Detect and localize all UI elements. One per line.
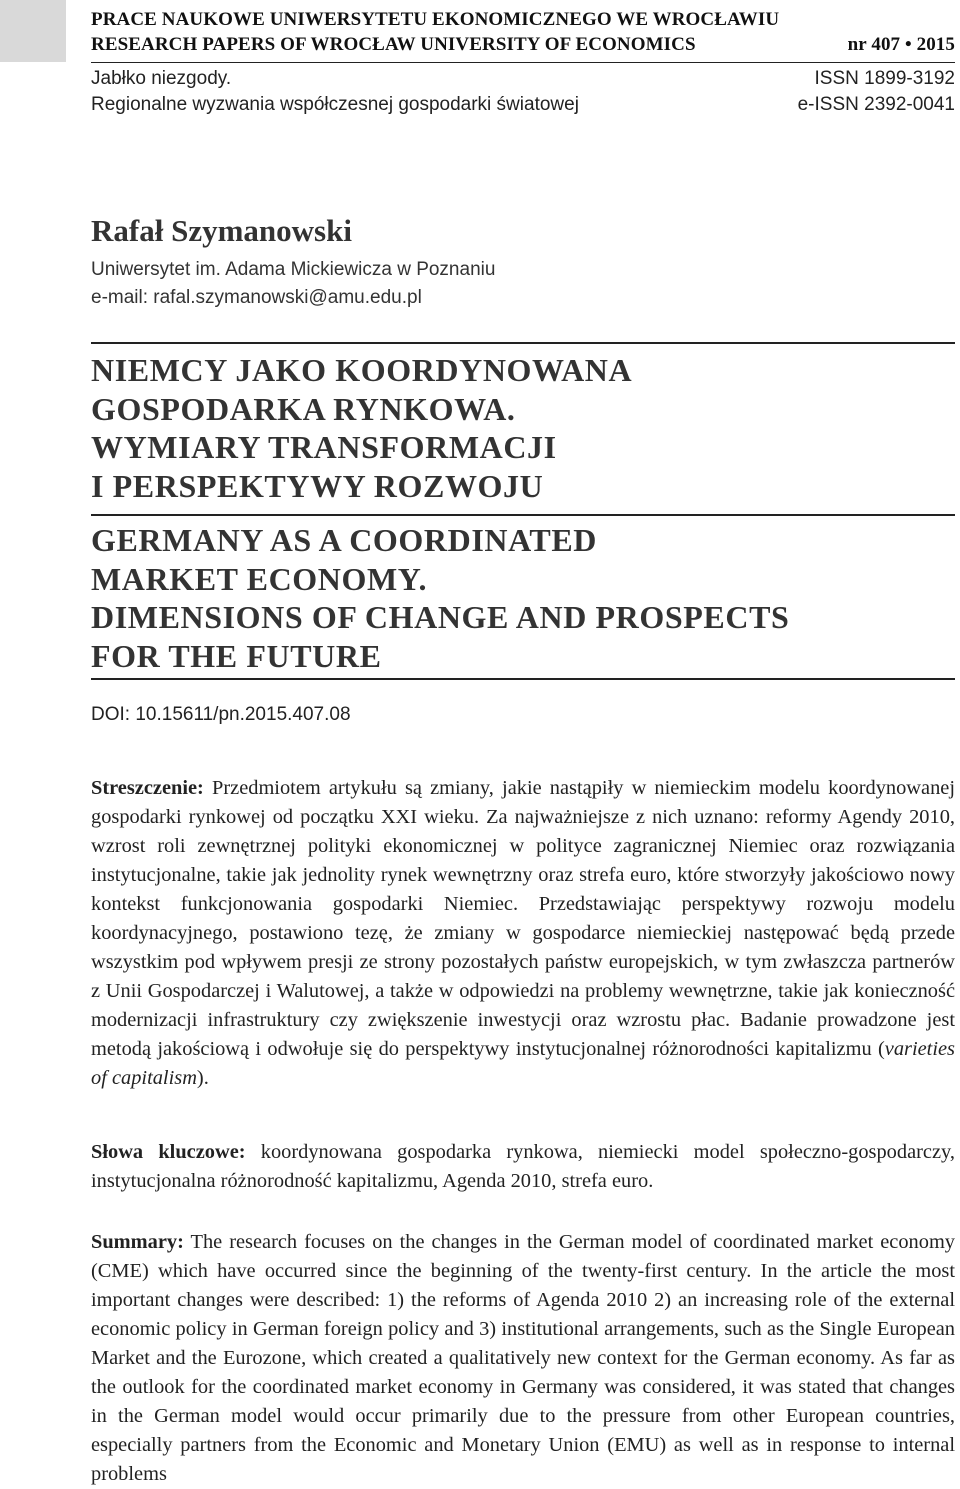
doi: DOI: 10.15611/pn.2015.407.08: [91, 704, 351, 725]
keywords-pl-label: Słowa kluczowe:: [91, 1141, 246, 1163]
author-affiliation: Uniwersytet im. Adama Mickiewicza w Poznaniu: [91, 259, 496, 280]
author-email: e-mail: rafal.szymanowski@amu.edu.pl: [91, 287, 422, 308]
eissn: e-ISSN 2392-0041: [797, 94, 955, 115]
issue-number: nr 407 • 2015: [847, 34, 955, 55]
volume-title-line1: Jabłko niezgody.: [91, 68, 232, 89]
keywords-pl-text: koordynowana gospodarka rynkowa, niemiecki model społeczno-gospodarczy, instytucjonalna różnorodność kapitalizmu, Agenda 2010, strefa euro.: [91, 1141, 955, 1192]
title-en-line: FOR THE FUTURE: [91, 637, 382, 674]
keywords-pl: [91, 1138, 955, 1196]
abstract-pl-end: ).: [196, 1067, 209, 1089]
title-pl-line: NIEMCY JAKO KOORDYNOWANA: [91, 352, 633, 388]
header-rule: [91, 62, 955, 63]
title-en: [91, 521, 955, 675]
title-pl: [91, 351, 955, 505]
abstract-pl-label: Streszczenie:: [91, 777, 204, 799]
title-rule-bottom: [91, 678, 955, 680]
title-en-line: MARKET ECONOMY.: [91, 560, 428, 597]
abstract-pl-italic: varieties of capitalism: [91, 1038, 955, 1089]
title-pl-line: I PERSPEKTYWY ROZWOJU: [91, 467, 544, 504]
title-rule-top: [91, 342, 955, 344]
title-pl-line: GOSPODARKA RYNKOWA.: [91, 390, 516, 427]
issn: ISSN 1899-3192: [814, 68, 955, 89]
abstract-pl-text: Przedmiotem artykułu są zmiany, jakie nastąpiły w niemieckim modelu koordynowanej gospodarki rynkowej od początku XXI wieku. Za najważniejsze z nich uznano: reformy Agendy 2010, wzrost roli zewnętrznej polityki ekonomicznej w polityce zagranicznej Niemiec oraz rozwiązania instytucjonalne, takie jak jednolity rynek wewnętrzny oraz strefa euro, które stworzyły jakościowo nowy kontekst funkcjonowania gospodarki Niemiec. Przedstawiając perspektywy rozwoju modelu koordynacyjnego, postawiono tezę, że zmiany w gospodarce niemieckiej następować będą przede wszystkim pod wpływem presji ze strony pozostałych państw europejskich, w tym zwłaszcza partnerów z Unii Gospodarczej i Walutowej, a także w odpowiedzi na problemy wewnętrzne, takie jak konieczność modernizacji infrastruktury czy zwiększenie inwestycji oraz wzrostu płac. Badanie prowadzone jest metodą jakościową i odwołuje się do perspektywy instytucjonalnej różnorodności kapitalizmu (: [91, 777, 955, 1060]
title-pl-line: WYMIARY TRANSFORMACJI: [91, 429, 557, 465]
series-info: [91, 66, 955, 118]
journal-name-en: RESEARCH PAPERS OF WROCŁAW UNIVERSITY OF ECONOMICS: [91, 34, 696, 55]
abstract-pl: [91, 774, 955, 1093]
author-name: Rafał Szymanowski: [91, 213, 352, 248]
summary-en: [91, 1228, 955, 1489]
journal-header: [91, 7, 955, 57]
summary-en-label: Summary:: [91, 1231, 184, 1253]
title-rule-middle: [91, 514, 955, 516]
summary-en-text: The research focuses on the changes in the German model of coordinated market economy (CME) which have occurred since the beginning of the twenty-first century. In the article the most important changes were described: 1) the reforms of Agenda 2010 2) an increasing role of the external economic policy in German foreign policy and 3) institutional arrangements, such as the Single European Market and the Eurozone, which created a qualitatively new context for the German economy. As far as the outlook for the coordinated market economy in Germany was considered, it was stated that changes in the German model would occur primarily due to the pressure from other European countries, especially partners from the Economic and Monetary Union (EMU) as well as in response to internal problems: [91, 1231, 955, 1485]
decorative-gray-block: [0, 0, 66, 62]
volume-title-line2: Regionalne wyzwania współczesnej gospodarki światowej: [91, 94, 579, 115]
author-affiliation-block: [91, 256, 495, 312]
title-en-line: DIMENSIONS OF CHANGE AND PROSPECTS: [91, 599, 790, 635]
journal-name-pl: PRACE NAUKOWE UNIWERSYTETU EKONOMICZNEGO WE WROCŁAWIU: [91, 9, 780, 30]
title-en-line: GERMANY AS A COORDINATED: [91, 522, 598, 558]
